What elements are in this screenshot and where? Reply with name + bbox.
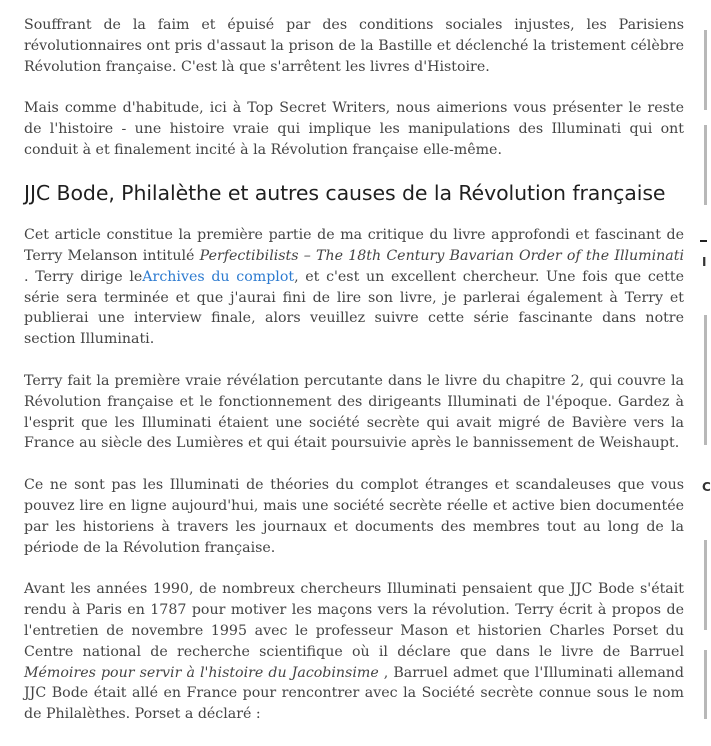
paragraph-top-secret-writers: Mais comme d'habitude, ici à Top Secret Writers, nous aimerions vous présenter le reste de l'histoire - une histoire vraie qui implique les manipulations des Illuminati qui ont conduit à et finalement incité à la Révolution française elle-même. <box>24 100 684 158</box>
sidebar-thumbnail[interactable] <box>704 540 707 630</box>
sidebar-thumbnail[interactable] <box>704 30 707 110</box>
paragraph-chapter-2: Terry fait la première vraie révélation percutante dans le livre du chapitre 2, qui couvre la Révolution française et le fonctionnement des dirigeants Illuminati de l'époque. Gardez à l'esprit que les Illuminati étaient une société secrète qui avait migré de Bavière vers la France au siècle des Lumières et qui était poursuivie après le bannissement de Weishaupt. <box>24 373 684 452</box>
paragraph-intro: Souffrant de la faim et épuisé par des conditions sociales injustes, les Parisiens révolutionnaires ont pris d'assaut la prison de la Bastille et déclenché la tristement célèbre Révolution française. C'est là que s'arrêtent les livres d'Histoire. <box>24 17 684 75</box>
paragraph-book-review <box>24 225 684 350</box>
sidebar-thumbnail[interactable] <box>704 125 707 205</box>
book-title: Perfectibilists – The 18th Century Bavarian Order of the Illuminati <box>199 248 684 265</box>
sidebar-thumbnail[interactable] <box>704 315 707 445</box>
sidebar-divider <box>700 240 707 242</box>
sidebar-thumbnail[interactable] <box>704 650 707 719</box>
sidebar-heading-letter: I <box>702 255 707 269</box>
paragraph-text: . Terry dirige le <box>24 268 143 285</box>
section-heading: JJC Bode, Philalèthe et autres causes de la Révolution française <box>24 180 666 205</box>
sidebar-edge <box>700 0 711 719</box>
conspiracy-archive-link[interactable]: Archives du complot <box>142 268 295 285</box>
paragraph-text: Avant les années 1990, de nombreux chercheurs Illuminati pensaient que JJC Bode s'était rendu à Paris en 1787 pour motiver les maçons vers la révolution. Terry écrit à propos de l'entretien de novembre 1995 avec le professeur Mason et historien Charles Porset du Centre national de recherche scientifique où il déclare que dans le livre de Barruel <box>24 581 684 660</box>
paragraph-text: , et c'est un excellent chercheur. Une fois que cette série sera terminée et que j'aurai fini de lire son livre, je parlerai également à Terry et publierai une interview finale, alors veuillez suivre cette série fascinante dans notre section Illuminati. <box>24 268 684 348</box>
book-title: Mémoires pour servir à l'histoire du Jacobinsime <box>24 664 379 681</box>
paragraph-text: , Barruel admet que l'Illuminati allemand JJC Bode était allé en France pour rencontrer avec la Société secrète connue sous le nom de Philalèthes. Porset a déclaré : <box>24 664 684 723</box>
paragraph-text: Cet article constitue la première partie de ma critique du livre approfondi et fascinant de Terry Melanson intitulé <box>24 227 684 265</box>
paragraph-bode <box>24 579 684 725</box>
sidebar-heading-letter: C <box>702 480 711 494</box>
article-body <box>24 15 684 746</box>
paragraph-real-society: Ce ne sont pas les Illuminati de théories du complot étranges et scandaleuses que vous pouvez lire en ligne aujourd'hui, mais une société secrète réelle et active bien documentée par les historiens à travers les journaux et documents des membres tout au long de la période de la Révolution française. <box>24 477 684 556</box>
